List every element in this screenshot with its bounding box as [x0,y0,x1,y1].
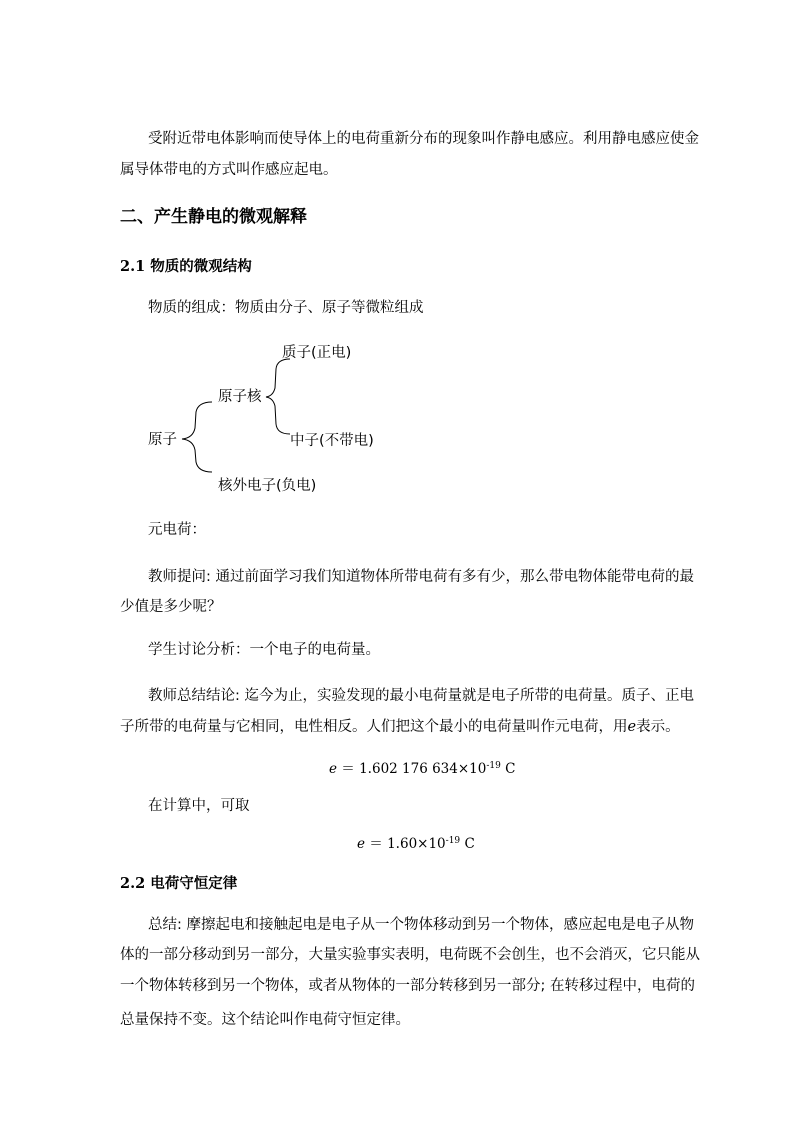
tree-neutron: 中子(不带电) [290,433,374,449]
conservation-line2: 体的一部分移动到另一部分，大量实验事实表明，电荷既不会创生，也不会消灭，它只能从 [120,947,700,963]
formula1-unit: C [500,761,516,777]
conservation-line4: 总量保持不变。这个结论叫作电荷守恒定律。 [120,1012,410,1028]
section-2-1-heading: 2.1 物质的微观结构 [120,258,252,275]
teacher-summary-symbol: e [627,719,637,735]
formula-elementary-charge [329,759,515,779]
calc-text: 在计算中，可取 [148,798,250,814]
student-analysis: 学生讨论分析：一个电子的电荷量。 [148,642,380,658]
teacher-question-line1: 教师提问: 通过前面学习我们知道物体所带电荷有多有少，那么带电物体能带电荷的最 [148,569,694,585]
elementary-charge-label: 元电荷： [148,522,206,538]
atom-brace [182,402,212,472]
teacher-summary-line2 [120,717,680,737]
tree-atom: 原子 [148,432,177,448]
tree-electron: 核外电子(负电) [218,478,317,494]
conservation-line1: 总结: 摩擦起电和接触起电是电子从一个物体移动到另一个物体，感应起电是电子从物 [148,917,694,933]
nucleus-brace [266,359,290,434]
tree-nucleus: 原子核 [218,389,262,405]
formula2-mantissa: 1.60×10 [387,836,446,852]
formula2-eq: ＝ [365,836,388,852]
paragraph-induction-line1: 受附近带电体影响而使导体上的电荷重新分布的现象叫作静电感应。利用静电感应使金 [148,131,699,147]
teacher-question-line2: 少值是多少呢？ [120,599,222,615]
formula1-var: e [329,761,337,777]
teacher-summary-line2-before: 子所带的电荷量与它相同，电性相反。人们把这个最小的电荷量叫作元电荷，用 [120,719,628,735]
formula1-mantissa: 1.602 176 634×10 [359,761,487,777]
formula2-exponent: -19 [445,836,461,846]
teacher-summary-line1: 教师总结结论: 迄今为止，实验发现的最小电荷量就是电子所带的电荷量。质子、正电 [148,688,694,704]
formula1-exponent: -19 [486,761,501,771]
section-2-heading: 二、产生静电的微观解释 [120,207,307,227]
formula-approx-charge [357,834,475,854]
paragraph-induction-line2: 属导体带电的方式叫作感应起电。 [120,162,338,178]
tree-proton: 质子(正电) [282,345,352,361]
composition-text: 物质的组成：物质由分子、原子等微粒组成 [148,300,424,316]
teacher-summary-line2-after: 表示。 [636,719,680,735]
conservation-line3: 一个物体转移到另一个物体，或者从物体的一部分转移到另一部分; 在转移过程中，电荷的 [120,978,695,994]
section-2-2-heading: 2.2 电荷守恒定律 [120,875,238,892]
formula2-var: e [357,836,365,852]
formula2-unit: C [460,836,475,852]
formula1-eq: ＝ [337,761,360,777]
